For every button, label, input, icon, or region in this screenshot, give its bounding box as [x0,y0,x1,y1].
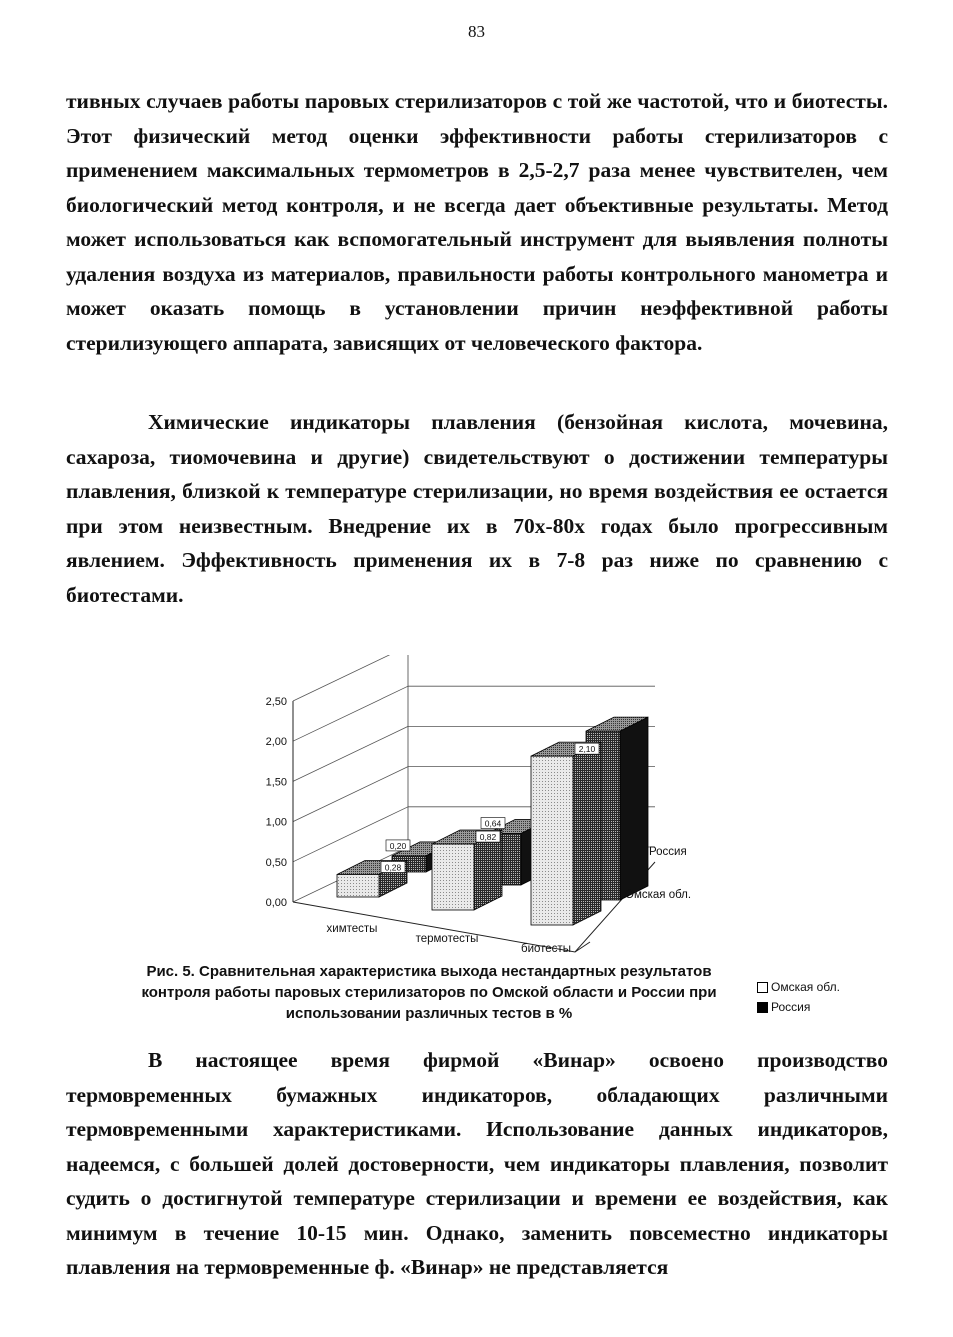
series-label-russia: Россия [649,846,687,858]
series-label-omsk: Омская обл. [625,889,692,901]
data-label-omsk-0: 0,28 [384,862,402,873]
legend-item-russia [757,997,840,1017]
x-category-label: биотесты [521,943,571,955]
legend-label-omsk: Омская обл. [771,980,840,994]
y-tick-label: 1,50 [265,776,287,789]
legend-swatch-omsk [757,982,768,993]
data-label-russia-1: 0,64 [484,818,502,829]
y-tick-label: 2,00 [265,736,287,749]
bar-omsk-2 [531,756,573,925]
bar-omsk-0 [337,874,379,897]
figure-caption: Рис. 5. Сравнительная характеристика выхода нестандартных результатов контроля работы паровых стерилизаторов по Омской области и России при использовании различных тестов в % [141,963,717,1022]
x-category-label: термотесты [415,933,479,945]
gridline-side [293,767,408,822]
paragraph-3: В настоящее время фирмой «Винар» освоено производство термовременных бумажных индикаторов, обладающих различными термовременными характеристиками. Использование данных индикаторов, надеемся, с большей долей достоверности, чем индикаторы плавления, позволит судить о достигнутой температуре стерилизации и времени ее воздействия, как минимум в течение 10-15 мин. Однако, заменить повсеместно индикаторы плавления на термовременные ф. «Винар» не представляется [66,1048,888,1279]
legend-item-omsk [757,977,840,997]
data-label-omsk-1: 0,82 [479,832,497,843]
y-tick-label: 0,00 [265,897,287,909]
bar-omsk-2-side [573,742,601,925]
y-tick-label: 2,50 [265,696,287,708]
bar-russia-2-side [620,717,648,900]
y-tick-label: 1,00 [265,816,287,829]
x-category-label: химтесты [326,923,378,935]
chart-legend [757,977,840,1017]
gridline-side [293,686,408,741]
data-label-omsk-2: 2,10 [578,744,596,755]
paragraph-2: Химические индикаторы плавления (бензойная кислота, мочевина, сахароза, тиомочевина и другие) свидетельствуют о достижении температуры плавления, близкой к температуре стерилизации, но время воздействия ее остается при этом неизвестным. Внедрение их в 70х-80х годах было прогрессивным явлением. Эффективность применения их в 7-8 раз ниже по сравнению с биотестами. [66,410,888,607]
y-tick-label: 0,50 [265,856,287,869]
bar-chart [245,655,715,955]
gridline-side [293,726,408,781]
legend-swatch-russia [757,1002,768,1013]
page-number: 83 [468,22,485,41]
paragraph-1: тивных случаев работы паровых стерилизаторов с той же частотой, что и биотесты. Этот физический метод оценки эффективности работы стерилизаторов с применением максимальных термометров в 2,5-2,7 раза менее чувствителен, чем биологический метод контроля, и не всегда дает объективные результаты. Метод может использоваться как вспомогательный инструмент для выявления полноты удаления воздуха из материалов, правильности работы контрольного манометра и может оказать помощь в установлении причин неэффективной работы стерилизующего аппарата, зависящих от человеческого фактора. [66,89,888,355]
gridline-side [293,807,408,862]
data-label-russia-0: 0,20 [389,840,407,851]
bar-omsk-1 [432,844,474,910]
legend-label-russia: Россия [771,1000,811,1014]
